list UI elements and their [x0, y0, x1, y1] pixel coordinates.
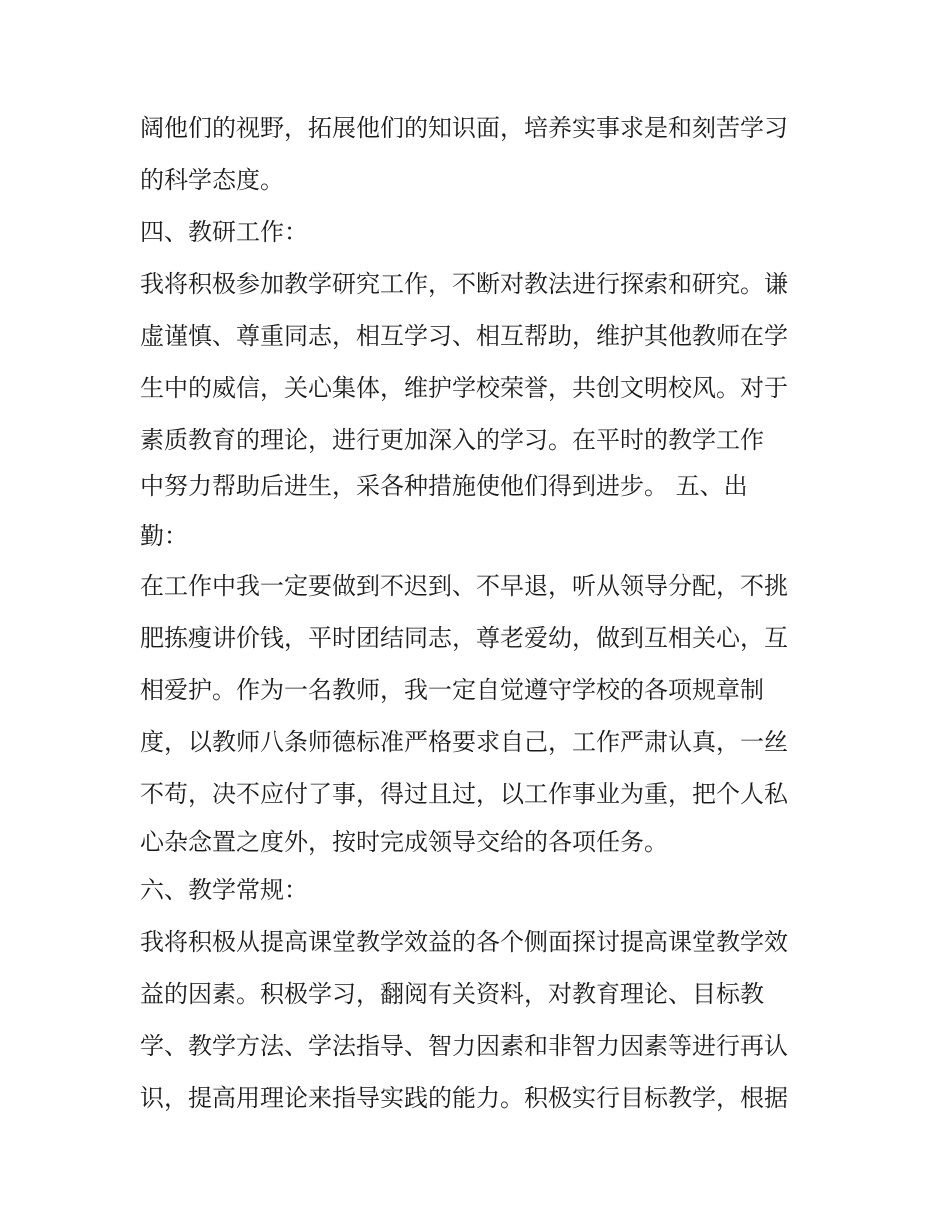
- text-line: 素质教育的理论，进行更加深入的学习。在平时的教学工作: [140, 426, 764, 454]
- text-line: 识，提高用理论来指导实践的能力。积极实行目标教学，根据: [140, 1084, 788, 1112]
- text-line: 相爱护。作为一名教师，我一定自觉遵守学校的各项规章制: [140, 676, 764, 704]
- text-line: 我将积极从提高课堂教学效益的各个侧面探讨提高课堂教学效: [140, 928, 788, 956]
- text-line: 度，以教师八条师德标准严格要求自己，工作严肃认真，一丝: [140, 728, 788, 756]
- text-line: 不苟，决不应付了事，得过且过，以工作事业为重，把个人私: [140, 780, 788, 808]
- text-line: 学、教学方法、学法指导、智力因素和非智力因素等进行再认: [140, 1032, 788, 1060]
- text-line: 益的因素。积极学习，翻阅有关资料，对教育理论、目标教: [140, 980, 764, 1008]
- section-heading: 六、教学常规：: [140, 876, 308, 904]
- text-line: 在工作中我一定要做到不迟到、不早退，听从领导分配，不挑: [140, 572, 788, 600]
- section-heading: 四、教研工作：: [140, 218, 308, 246]
- text-line: 虚谨慎、尊重同志，相互学习、相互帮助，维护其他教师在学: [140, 322, 788, 350]
- text-line: 中努力帮助后进生，采各种措施使他们得到进步。 五、出: [140, 472, 748, 500]
- text-line: 我将积极参加教学研究工作，不断对教法进行探索和研究。谦: [140, 270, 788, 298]
- text-line: 心杂念置之度外，按时完成领导交给的各项任务。: [140, 828, 668, 856]
- section-heading: 勤：: [140, 522, 188, 550]
- text-line: 的科学态度。: [140, 166, 284, 194]
- text-line: 肥拣瘦讲价钱，平时团结同志，尊老爱幼，做到互相关心，互: [140, 624, 788, 652]
- text-line: 生中的威信，关心集体，维护学校荣誉，共创文明校风。对于: [140, 374, 788, 402]
- text-line: 阔他们的视野，拓展他们的知识面，培养实事求是和刻苦学习: [140, 114, 788, 142]
